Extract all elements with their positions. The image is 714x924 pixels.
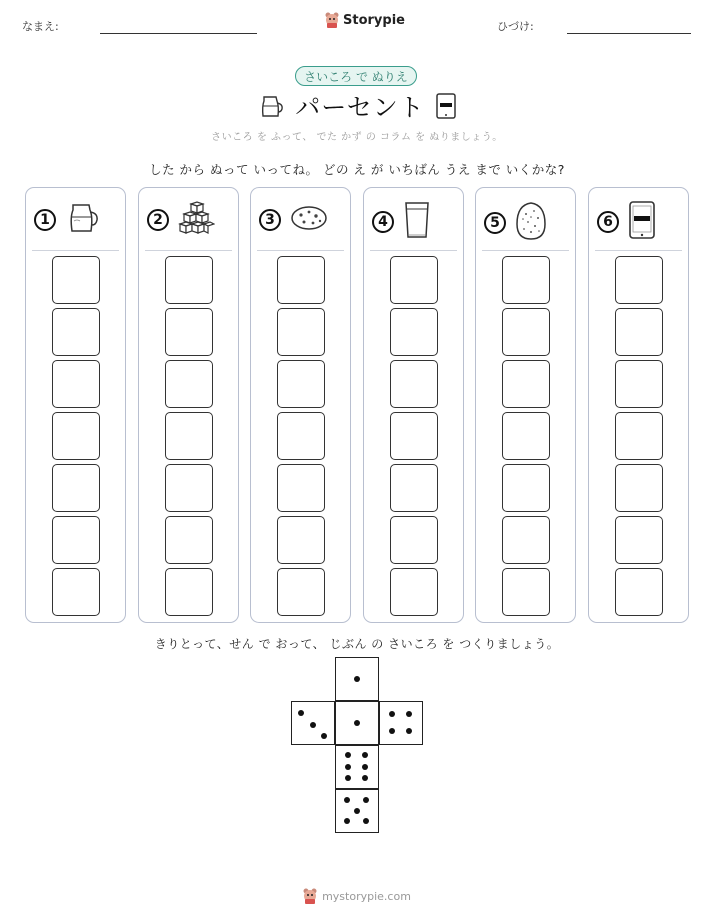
page-title: パーセント: [295, 93, 425, 122]
activity-badge: さいころ で ぬりえ: [295, 66, 417, 86]
coloring-box[interactable]: [390, 308, 438, 356]
coloring-box[interactable]: [615, 568, 663, 616]
dice-face-6: [335, 745, 379, 789]
coloring-box[interactable]: [277, 360, 325, 408]
coloring-box[interactable]: [165, 412, 213, 460]
dice-face-1: [335, 657, 379, 701]
coloring-box[interactable]: [165, 308, 213, 356]
coloring-box[interactable]: [165, 568, 213, 616]
dice-pip: [406, 711, 412, 717]
dice-pip: [345, 764, 351, 770]
dice-column-6: [588, 187, 689, 623]
cut-instruction: きりとって、せん で おって、 じぶん の さいころ を つくりましょう。: [154, 637, 560, 651]
dice-pip: [363, 818, 369, 824]
dice-column-5: [475, 187, 576, 623]
sugar-cubes-icon: [177, 200, 215, 240]
dice-pip: [389, 711, 395, 717]
dice-pip: [354, 676, 360, 682]
dice-pip: [362, 775, 368, 781]
egg-icon: [514, 200, 548, 246]
column-number: 6: [597, 211, 619, 233]
coloring-box[interactable]: [52, 568, 100, 616]
coloring-box[interactable]: [502, 412, 550, 460]
coloring-box[interactable]: [390, 412, 438, 460]
coloring-box[interactable]: [165, 464, 213, 512]
coloring-box[interactable]: [52, 360, 100, 408]
coloring-box[interactable]: [277, 464, 325, 512]
coloring-box[interactable]: [277, 412, 325, 460]
coloring-box[interactable]: [390, 464, 438, 512]
column-header: [34, 200, 100, 240]
glass-icon: [402, 200, 432, 244]
cookie-icon: [289, 200, 329, 240]
coloring-box[interactable]: [502, 568, 550, 616]
coloring-box[interactable]: [615, 464, 663, 512]
footer: [0, 888, 714, 904]
coloring-box[interactable]: [52, 464, 100, 512]
coloring-box[interactable]: [390, 568, 438, 616]
coloring-box[interactable]: [277, 516, 325, 564]
storypie-mascot-icon: [325, 12, 339, 28]
dice-pip: [298, 710, 304, 716]
dice-pip: [362, 764, 368, 770]
column-number: 5: [484, 212, 506, 234]
date-label: ひづけ:: [497, 20, 534, 33]
dice-pip: [354, 720, 360, 726]
coloring-box[interactable]: [502, 516, 550, 564]
coloring-box[interactable]: [502, 360, 550, 408]
tablet-icon: [627, 200, 657, 244]
coloring-box[interactable]: [165, 256, 213, 304]
dice-pip: [345, 775, 351, 781]
column-divider: [482, 250, 569, 251]
coloring-box[interactable]: [390, 516, 438, 564]
column-number: 2: [147, 209, 169, 231]
brand-logo: [325, 12, 405, 28]
coloring-box[interactable]: [390, 256, 438, 304]
subtitle: さいころ を ふって、 でた かず の コラム を ぬりましょう。: [211, 132, 503, 143]
column-divider: [32, 250, 119, 251]
coloring-box[interactable]: [277, 568, 325, 616]
coloring-box[interactable]: [502, 256, 550, 304]
column-divider: [370, 250, 457, 251]
coloring-box[interactable]: [52, 308, 100, 356]
column-number: 1: [34, 209, 56, 231]
dice-face-5: [335, 789, 379, 833]
dice-face-3: [291, 701, 335, 745]
coloring-box[interactable]: [615, 256, 663, 304]
column-divider: [595, 250, 682, 251]
column-divider: [145, 250, 232, 251]
pitcher-icon: [64, 200, 100, 240]
tablet-icon: [435, 92, 457, 120]
date-line: [567, 33, 691, 34]
column-header: [259, 200, 329, 240]
coloring-box[interactable]: [277, 256, 325, 304]
coloring-box[interactable]: [615, 516, 663, 564]
coloring-box[interactable]: [52, 516, 100, 564]
coloring-box[interactable]: [615, 412, 663, 460]
dice-pip: [406, 728, 412, 734]
column-number: 3: [259, 209, 281, 231]
name-line: [100, 33, 257, 34]
title-row: [0, 88, 714, 124]
dice-face-4: [379, 701, 423, 745]
dice-pip: [362, 752, 368, 758]
dice-pip: [345, 752, 351, 758]
dice-pip: [344, 797, 350, 803]
dice-pip: [389, 728, 395, 734]
storypie-mascot-icon: [303, 888, 317, 904]
dice-pip: [321, 733, 327, 739]
dice-column-1: [25, 187, 126, 623]
dice-pip: [344, 818, 350, 824]
coloring-box[interactable]: [502, 464, 550, 512]
brand-name: Storypie: [343, 12, 405, 28]
column-header: [372, 200, 432, 244]
dice-pip: [310, 722, 316, 728]
coloring-box[interactable]: [615, 360, 663, 408]
pitcher-icon: [257, 92, 285, 120]
dice-pip: [363, 797, 369, 803]
coloring-box[interactable]: [165, 516, 213, 564]
instruction: した から ぬって いってね。 どの え が いちばん うえ まで いくかな?: [149, 162, 565, 177]
column-header: [147, 200, 215, 240]
column-divider: [257, 250, 344, 251]
dice-column-3: [250, 187, 351, 623]
dice-face-1: [335, 701, 379, 745]
coloring-box[interactable]: [165, 360, 213, 408]
dice-column-4: [363, 187, 464, 623]
coloring-box[interactable]: [615, 308, 663, 356]
coloring-box[interactable]: [52, 256, 100, 304]
name-label: なまえ:: [22, 20, 59, 33]
column-number: 4: [372, 211, 394, 233]
coloring-box[interactable]: [502, 308, 550, 356]
coloring-box[interactable]: [390, 360, 438, 408]
coloring-box[interactable]: [52, 412, 100, 460]
column-header: [484, 200, 548, 246]
column-header: [597, 200, 657, 244]
dice-column-2: [138, 187, 239, 623]
dice-pip: [354, 808, 360, 814]
footer-url[interactable]: mystorypie.com: [322, 889, 411, 903]
coloring-box[interactable]: [277, 308, 325, 356]
